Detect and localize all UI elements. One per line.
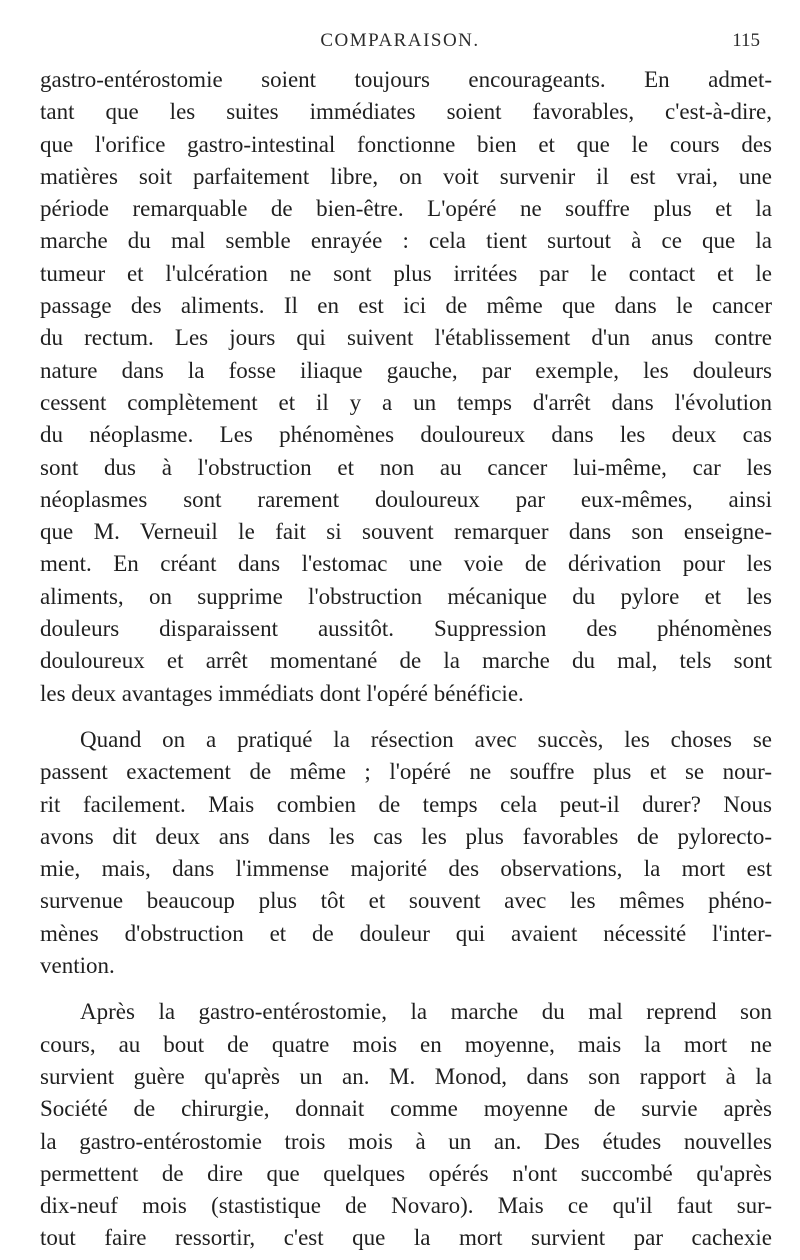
text-line: permettent de dire que quelques opérés n'ont succombé qu'après — [40, 1160, 772, 1186]
paragraph — [40, 724, 772, 982]
text-line: tumeur et l'ulcération ne sont plus irritées par le contact et le — [40, 260, 772, 286]
text-line: la gastro-entérostomie trois mois à un an. Des études nouvelles — [40, 1128, 772, 1154]
text-line: avons dit deux ans dans les cas les plus favorables de pylorecto- — [40, 823, 772, 849]
text-line: période remarquable de bien-être. L'opéré ne souffre plus et la — [40, 196, 772, 222]
text-line: aliments, on supprime l'obstruction mécanique du pylore et les — [40, 583, 772, 609]
text-line: tant que les suites immédiates soient favorables, c'est-à-dire, — [40, 99, 772, 125]
text-line: les deux avantages immédiats dont l'opéré bénéficie. — [40, 680, 524, 706]
text-line: sont dus à l'obstruction et non au cancer lui-même, car les — [40, 454, 772, 480]
text-line: Société de chirurgie, donnait comme moyenne de survie après — [40, 1096, 772, 1122]
text-line: survenue beaucoup plus tôt et souvent avec les mêmes phéno- — [40, 888, 772, 914]
text-line: du rectum. Les jours qui suivent l'établissement d'un anus contre — [40, 325, 772, 351]
text-line: Quand on a pratiqué la résection avec succès, les choses se — [80, 726, 772, 752]
text-line: Après la gastro-entérostomie, la marche du mal reprend son — [80, 999, 772, 1025]
text-line: matières soit parfaitement libre, on voit survenir il est vrai, une — [40, 163, 772, 189]
text-line: dix-neuf mois (stastistique de Novaro). Mais ce qu'il faut sur- — [40, 1193, 772, 1219]
text-line: tout faire ressortir, c'est que la mort survient par cachexie — [40, 1225, 772, 1251]
paragraph-gap — [40, 710, 772, 724]
text-line: passent exactement de même ; l'opéré ne souffre plus et se nour- — [40, 759, 772, 785]
text-line: passage des aliments. Il en est ici de même que dans le cancer — [40, 293, 772, 319]
text-line: douloureux et arrêt momentané de la marche du mal, tels sont — [40, 648, 772, 674]
running-title: COMPARAISON. — [320, 30, 480, 51]
text-line: marche du mal semble enrayée : cela tient surtout à ce que la — [40, 228, 772, 254]
text-line: douleurs disparaissent aussitôt. Suppression des phénomènes — [40, 616, 772, 642]
text-line: cours, au bout de quatre mois en moyenne, mais la mort ne — [40, 1031, 772, 1057]
text-line: mènes d'obstruction et de douleur qui avaient nécessité l'inter- — [40, 920, 772, 946]
paragraph — [40, 996, 772, 1254]
paragraphs — [40, 64, 772, 1255]
text-line: ment. En créant dans l'estomac une voie de dérivation pour les — [40, 551, 772, 577]
text-line: vention. — [40, 953, 115, 979]
paragraph — [40, 64, 772, 710]
text-line: nature dans la fosse iliaque gauche, par exemple, les douleurs — [40, 357, 772, 383]
text-line: survient guère qu'après un an. M. Monod, dans son rapport à la — [40, 1063, 772, 1089]
text-line: rit facilement. Mais combien de temps cela peut-il durer? Nous — [40, 791, 772, 817]
text-line: du néoplasme. Les phénomènes douloureux dans les deux cas — [40, 422, 772, 448]
text-line: gastro-entérostomie soient toujours encourageants. En admet- — [40, 67, 772, 92]
text-line: néoplasmes sont rarement douloureux par eux-mêmes, ainsi — [40, 486, 772, 512]
page-number: 115 — [732, 30, 760, 51]
running-head — [0, 26, 800, 60]
text-line: que M. Verneuil le fait si souvent remarquer dans son enseigne- — [40, 519, 772, 545]
text-line: cessent complètement et il y a un temps d'arrêt dans l'évolution — [40, 389, 772, 415]
paragraph-gap — [40, 982, 772, 996]
body-text — [40, 64, 772, 1255]
text-line: mie, mais, dans l'immense majorité des observations, la mort est — [40, 856, 772, 882]
text-line: que l'orifice gastro-intestinal fonctionne bien et que le cours des — [40, 131, 772, 157]
